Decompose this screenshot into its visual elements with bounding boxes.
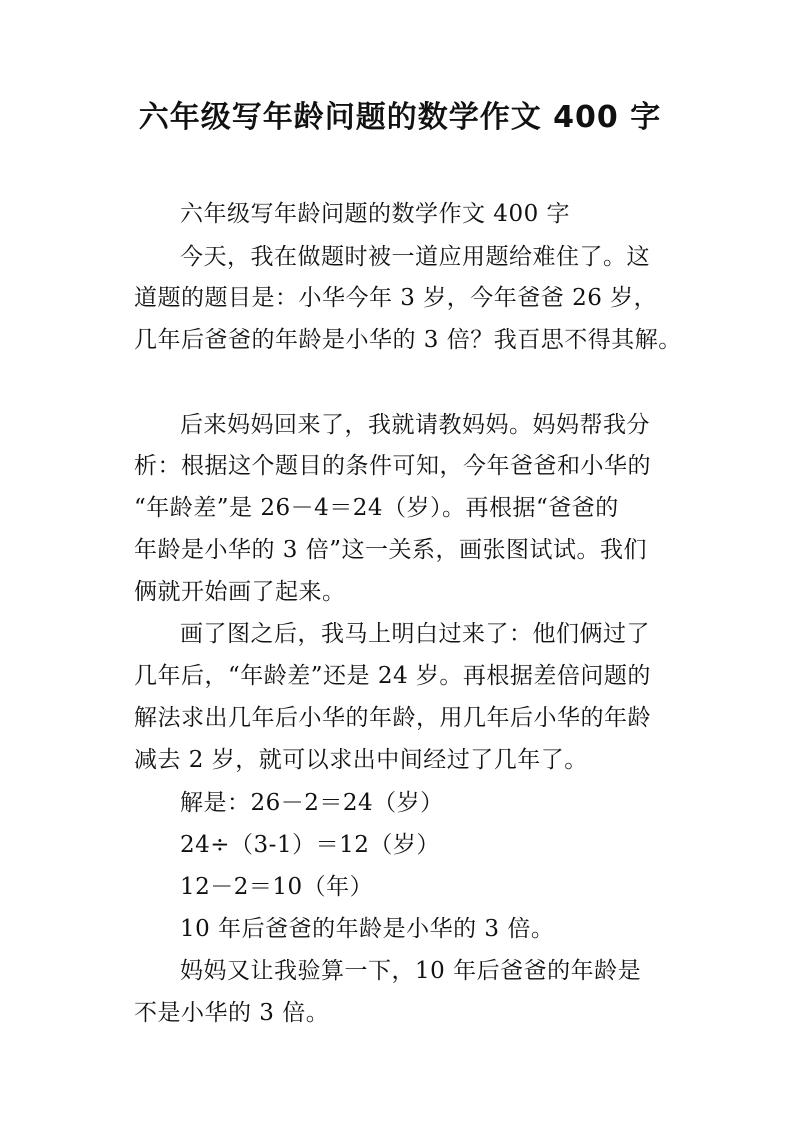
subtitle-line: 六年级写年龄问题的数学作文 400 字 [180,201,571,227]
document-title: 六年级写年龄问题的数学作文 400 字 [138,100,662,135]
body-line: 后来妈妈回来了，我就请教妈妈。妈妈帮我分 [180,412,650,438]
body-line: 几年后爸爸的年龄是小华的 3 倍？我百思不得其解。 [134,327,682,353]
body-line: 减去 2 岁，就可以求出中间经过了几年了。 [134,747,588,773]
body-line: 几年后，“年龄差”还是 24 岁。再根据差倍问题的 [134,663,651,689]
body-line: 俩就开始画了起来。 [134,579,346,605]
body-line: 年龄是小华的 3 倍”这一关系，画张图试试。我们 [134,537,648,563]
solution-line: 10 年后爸爸的年龄是小华的 3 倍。 [180,916,555,942]
body-line: 道题的题目是：小华今年 3 岁，今年爸爸 26 岁， [134,285,658,311]
body-line: “年龄差”是 26－4＝24（岁）。再根据“爸爸的 [134,495,619,521]
body-line: 今天，我在做题时被一道应用题给难住了。这 [180,244,650,270]
body-line: 画了图之后，我马上明白过来了：他们俩过了 [180,621,650,647]
body-line: 解法求出几年后小华的年龄，用几年后小华的年龄 [134,705,651,731]
solution-line: 解是：26－2＝24（岁） [180,790,444,816]
body-line: 不是小华的 3 倍。 [134,1000,330,1026]
body-line: 析：根据这个题目的条件可知，今年爸爸和小华的 [134,453,651,479]
body-line: 妈妈又让我验算一下，10 年后爸爸的年龄是 [180,958,642,984]
solution-line: 24÷（3-1）＝12（岁） [180,832,440,858]
solution-line: 12－2＝10（年） [180,874,374,900]
